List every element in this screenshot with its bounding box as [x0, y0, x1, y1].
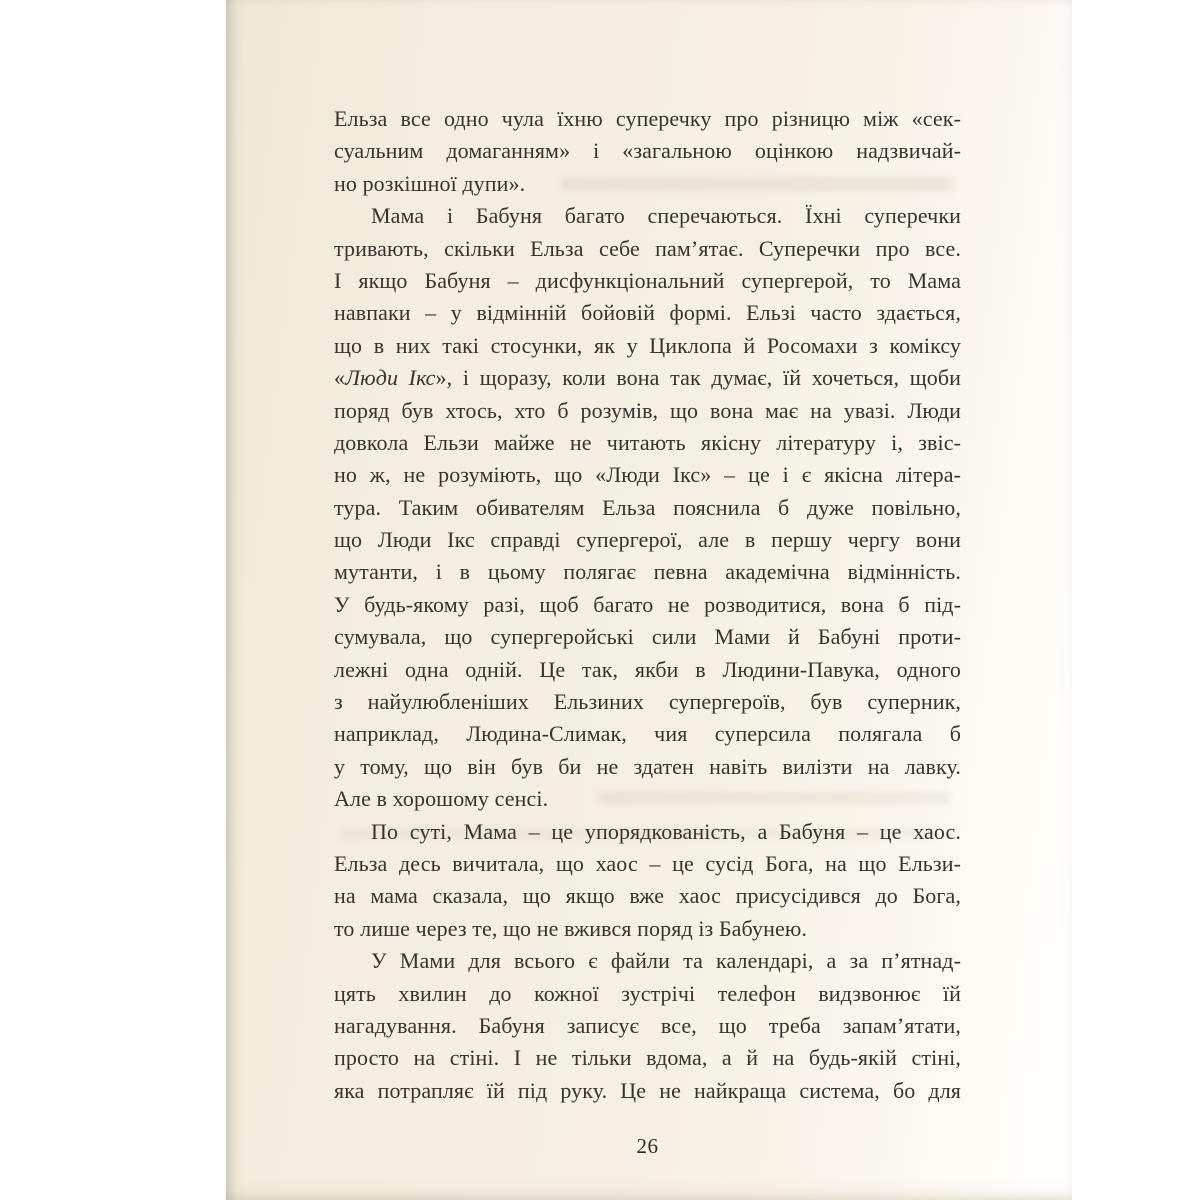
- text-line: на мама сказала, що якщо вже хаос присусідився до Бога,: [334, 883, 961, 909]
- text-line: цять хвилин до кожної зустрічі телефон видзвонює їй: [334, 980, 961, 1006]
- text-line: наприклад, Людина-Слимак, чия суперсила полягала б: [334, 721, 961, 747]
- text-line: мутанти, і в цьому полягає певна академічна відмінність.: [334, 559, 961, 585]
- text-line: тура. Таким обивателям Ельза пояснила б дуже повільно,: [334, 494, 961, 520]
- page-text-block: [334, 103, 961, 1107]
- text-line: Ельза все одно чула їхню суперечку про різницю між «сек-: [334, 106, 961, 131]
- text-line: просто на стіні. І не тільки вдома, а й на будь-якій стіні,: [334, 1045, 961, 1071]
- text-line: навпаки – у відмінній бойовій формі. Ельзі часто здається,: [334, 300, 961, 326]
- text-line: Але в хорошому сенсі.: [334, 786, 549, 812]
- text-line: що Люди Ікс справді супергерої, але в першу чергу вони: [334, 527, 961, 553]
- book-page: [226, 0, 1072, 1200]
- text-line: то лише через те, що не вжився поряд із Бабунею.: [334, 915, 807, 941]
- text-line: нагадування. Бабуня записує все, що треба запам’ятати,: [334, 1012, 961, 1038]
- text-line: поряд був хтось, хто б розумів, що вона має на увазі. Люди: [334, 397, 961, 423]
- page-number: 26: [636, 1134, 659, 1158]
- text-line: довкола Ельзи майже не читають якісну літературу і, звіс-: [334, 429, 961, 455]
- text-line: У Мами для всього є файли та календарі, а за п’ятнад-: [371, 948, 961, 974]
- text-line: По суті, Мама – це упорядкованість, а Бабуня – це хаос.: [371, 818, 961, 844]
- text-line: що в них такі стосунки, як у Циклопа й Росомахи з коміксу: [334, 332, 961, 358]
- text-segment: », і щоразу, коли вона так думає, їй хочеться, щоби: [435, 365, 962, 391]
- text-line: сумувала, що супергеройські сили Мами й Бабуні проти-: [334, 624, 961, 650]
- text-line: яка потрапляє їй під руку. Це не найкраща система, бо для: [334, 1077, 961, 1103]
- text-line: у тому, що він був би не здатен навіть вилізти на лавку.: [334, 753, 961, 779]
- text-line: лежні одна одній. Це так, якби в Людини-Павука, одного: [334, 656, 961, 682]
- text-line: тривають, скільки Ельза себе пам’ятає. Суперечки про все.: [334, 235, 961, 261]
- text-line: Ельза десь вичитала, що хаос – це сусід Бога, на що Ельзи-: [334, 850, 961, 876]
- text-line: [334, 362, 961, 394]
- text-line: Мама і Бабуня багато сперечаються. Їхні суперечки: [371, 203, 961, 229]
- text-line: з найулюбленіших Ельзиних супергероїв, був суперник,: [334, 689, 961, 715]
- text-line: І якщо Бабуня – дисфункціональний супергерой, то Мама: [334, 267, 961, 293]
- text-line: но ж, не розуміють, що «Люди Ікс» – це і є якісна літера-: [334, 462, 961, 488]
- italic-book-title: Люди Ікс: [345, 365, 436, 391]
- text-line: суальним домаганням» і «загальною оцінкою надзвичай-: [334, 138, 961, 164]
- text-line: но розкішної дупи».: [334, 170, 526, 196]
- text-line: У будь-якому разі, щоб багато не розводитися, вона б під-: [334, 591, 961, 617]
- text-segment: «: [334, 365, 346, 391]
